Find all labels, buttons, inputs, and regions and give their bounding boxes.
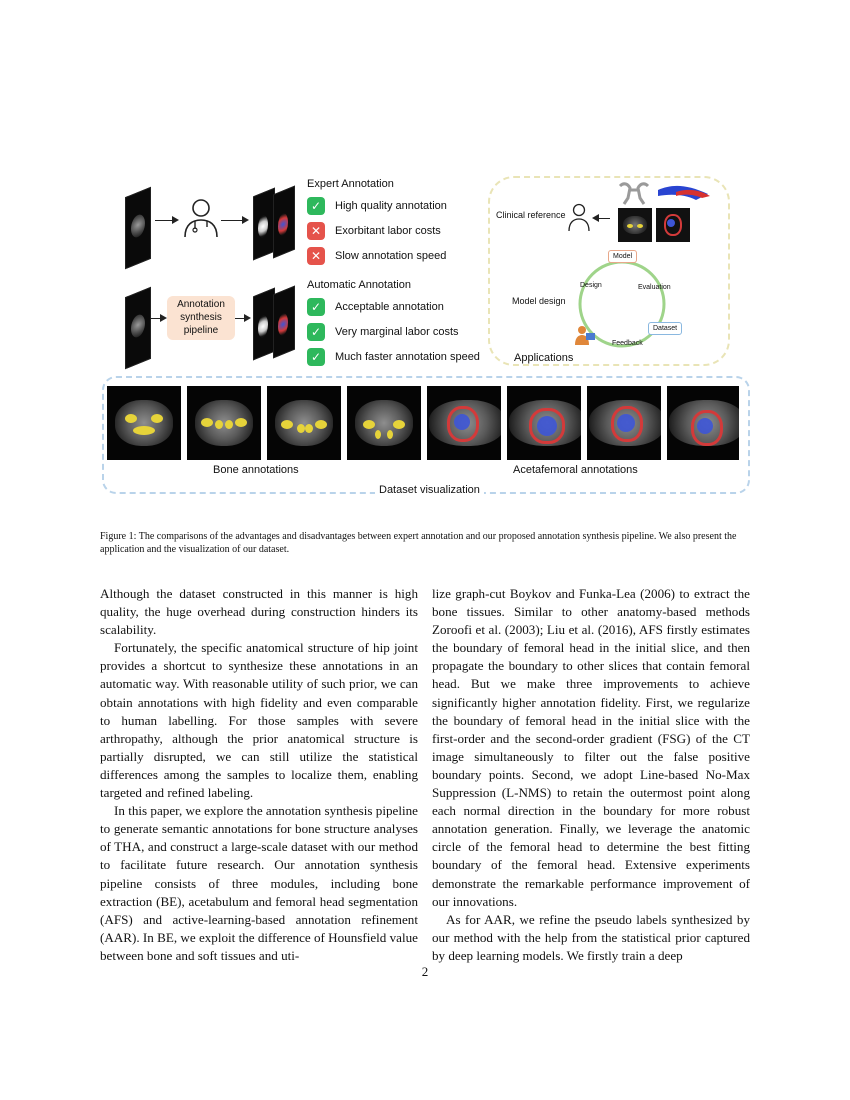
figure-1 [95, 168, 755, 498]
cycle-node-model: Model [608, 250, 637, 263]
bone-annotation-tile [267, 386, 341, 460]
check-icon: ✓ [307, 348, 325, 366]
ct-thumbnail-acetabulum [656, 208, 690, 242]
ct-annotation-stack [253, 288, 275, 361]
auto-item-costs [307, 323, 459, 341]
paragraph: Fortunately, the specific anatomical structure of hip joint provides a shortcut to synthesize these annotations in an automatic way. With reasonable utility of such prior, we can obtain annotations with high fidelity and even comparable to human labelling. For those samples with severe arthropathy, although the prior anatomical structure is partially disrupted, we can still utilize the statistical differences among the samples to localize them, enabling targeted and refined labeling. [100, 640, 418, 801]
prosthesis-model-icon [656, 182, 712, 204]
expert-item-quality [307, 197, 447, 215]
paragraph: Although the dataset constructed in this manner is high quality, the huge overhead during construction hinders its scalability. [100, 586, 418, 638]
paragraph: In this paper, we explore the annotation synthesis pipeline to generate semantic annotations for bone structure analyses of THA, and construct a large-scale dataset with our method to facilitate future research. Our annotation synthesis pipeline consists of three modules, including bone extraction (BE), acetabulum and femoral head segmentation (AFS) and active-learning-based annotation refinement (AAR). In BE, we exploit the difference of Hounsfield value between bone and soft tissues and uti- [100, 803, 418, 963]
applications-panel [488, 176, 730, 366]
ct-annotation-stack [273, 286, 295, 359]
check-icon: ✓ [307, 197, 325, 215]
applications-title: Applications [514, 352, 574, 364]
cycle-edge-evaluation: Evaluation [638, 284, 671, 291]
ct-slice-input-auto [125, 287, 151, 370]
pipeline-label-line: pipeline [183, 325, 219, 336]
figure-caption: Figure 1: The comparisons of the advantages and disadvantages between expert annotation and our proposed annotation synthesis pipeline. We also present the application and the visualization of our dataset. [100, 531, 737, 555]
auto-item-label: Acceptable annotation [335, 301, 444, 313]
researcher-icon [574, 324, 596, 346]
doctor-icon [181, 196, 221, 238]
cycle-node-dataset: Dataset [648, 322, 682, 335]
cross-icon: ✕ [307, 247, 325, 265]
auto-item-speed [307, 348, 480, 366]
page-number: 2 [421, 964, 429, 979]
ct-slice-input-expert [125, 187, 151, 270]
arrow-icon [235, 318, 249, 319]
ct-annotation-stack [253, 188, 275, 261]
pipeline-label-line: synthesis [180, 312, 222, 323]
paragraph: lize graph-cut Boykov and Funka-Lea (2006) to extract the bone tissues. Similar to other anatomy-based methods Zoroofi et al. (2003); Liu et al. (2016), AFS firstly estimates the boundary of femoral head in the initial slice, and then propagate the boundary to other slices that contain femoral head. But we make three improvements to achieve significantly higher annotation fidelity. First, we regularize the boundary of femoral head in the initial slice with the first-order and the second-order gradient (FSG) of the CT image simultaneously to filter out the false positive boundary points. Second, we adopt Line-based No-Max Suppression (L-NMS) to retain the outermost point along each normal direction in the boundary for more robust annotation generation. Finally, we leverage the anatomic circle of the femoral head to determine the best fitting boundary of the femoral head. Extensive experiments demonstrate the remarkable performance improvement of our innovations. [432, 586, 750, 909]
acetafemoral-annotation-tile [587, 386, 661, 460]
expert-item-label: Exorbitant labor costs [335, 225, 441, 237]
arrow-icon [221, 220, 247, 221]
arrow-icon [155, 220, 177, 221]
arrow-icon [151, 318, 165, 319]
model-design-label: Model design [512, 296, 566, 306]
expert-item-costs [307, 222, 441, 240]
check-icon: ✓ [307, 323, 325, 341]
annotation-synthesis-pipeline-box [167, 296, 235, 340]
bone-annotation-tile [347, 386, 421, 460]
pelvis-model-icon [616, 180, 652, 206]
arrow-icon [594, 218, 610, 219]
pipeline-label-line: Annotation [177, 299, 225, 310]
auto-item-quality [307, 298, 444, 316]
left-column [100, 585, 418, 965]
auto-item-label: Much faster annotation speed [335, 351, 480, 363]
bone-annotation-tile [187, 386, 261, 460]
clinical-reference-label: Clinical reference [496, 210, 566, 220]
acetafemoral-annotation-tile [667, 386, 739, 460]
right-column [432, 585, 750, 965]
dataset-visualization-title: Dataset visualization [375, 484, 484, 496]
ct-annotation-stack [273, 186, 295, 259]
paragraph: As for AAR, we refine the pseudo labels synthesized by our method with the help from the statistical prior captured by deep learning models. We firstly train a deep [432, 911, 750, 963]
acetafemoral-annotation-tile [507, 386, 581, 460]
expert-item-label: Slow annotation speed [335, 250, 447, 262]
automatic-annotation-heading: Automatic Annotation [307, 279, 411, 291]
cycle-edge-feedback: Feedback [612, 340, 643, 347]
expert-item-label: High quality annotation [335, 200, 447, 212]
bone-annotations-label: Bone annotations [213, 464, 299, 476]
acetafemoral-annotation-tile [427, 386, 501, 460]
expert-item-speed [307, 247, 446, 265]
ct-thumbnail-bone [618, 208, 652, 242]
cycle-edge-design: Design [580, 282, 602, 289]
doctor-icon [566, 202, 592, 232]
bone-annotation-tile [107, 386, 181, 460]
acetafemoral-annotations-label: Acetafemoral annotations [513, 464, 638, 476]
cross-icon: ✕ [307, 222, 325, 240]
check-icon: ✓ [307, 298, 325, 316]
expert-annotation-heading: Expert Annotation [307, 178, 394, 190]
auto-item-label: Very marginal labor costs [335, 326, 459, 338]
